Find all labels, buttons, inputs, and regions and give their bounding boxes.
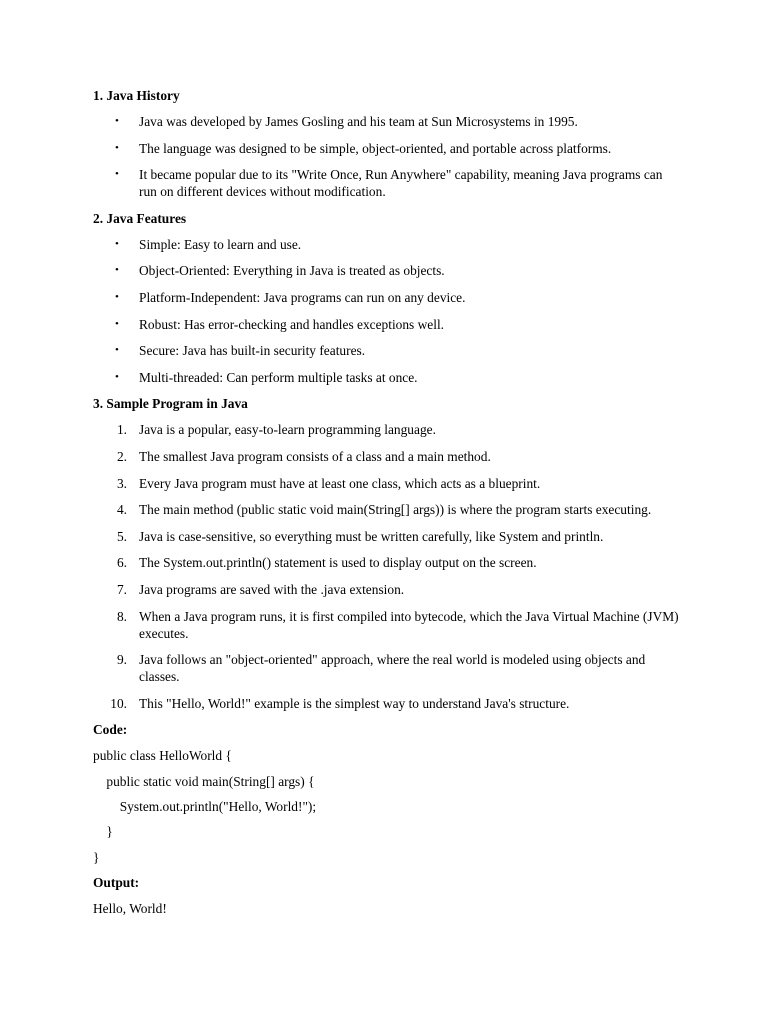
list-item-text: The main method (public static void main(String[] args)) is where the program starts executing. [139, 502, 652, 518]
list-item [93, 554, 683, 571]
list-number: 6. [116, 555, 127, 571]
list-item-text: Java follows an "object-oriented" approach, where the real world is modeled using objects and classes. [139, 652, 646, 685]
list-item [93, 236, 683, 253]
list-item [93, 651, 683, 685]
list-number: 10. [110, 695, 127, 711]
list-item-text: It became popular due to its "Write Once, Run Anywhere" capability, meaning Java programs can run on different devices without modification. [139, 167, 663, 200]
list-item [93, 369, 683, 386]
java-features-list [93, 236, 683, 386]
list-number: 8. [116, 608, 127, 624]
bullet-icon: • [115, 168, 119, 181]
list-item [93, 501, 683, 518]
document-page [93, 87, 683, 926]
section-heading-java-features: 2. Java Features [93, 210, 187, 226]
list-item [93, 448, 683, 465]
output-label: Output: [93, 875, 140, 891]
list-number: 7. [116, 581, 127, 597]
list-item-text: Object-Oriented: Everything in Java is treated as objects. [139, 263, 445, 279]
list-item-text: Platform-Independent: Java programs can run on any device. [139, 289, 466, 305]
bullet-icon: • [115, 290, 119, 303]
output-text: Hello, World! [93, 901, 167, 917]
code-block [93, 747, 683, 866]
list-item-text: Multi-threaded: Can perform multiple tasks at once. [139, 369, 418, 385]
list-number: 1. [116, 422, 127, 438]
list-item [93, 262, 683, 279]
list-item [93, 695, 683, 712]
code-line: System.out.println("Hello, World!"); [93, 799, 317, 815]
code-line: public class HelloWorld { [93, 748, 232, 764]
list-item-text: Every Java program must have at least one class, which acts as a blueprint. [139, 475, 541, 491]
sample-program-list [93, 421, 683, 711]
bullet-icon: • [115, 141, 119, 154]
code-line: public static void main(String[] args) { [93, 773, 315, 789]
list-item-text: Java was developed by James Gosling and his team at Sun Microsystems in 1995. [139, 114, 578, 129]
list-item [93, 475, 683, 492]
list-number: 3. [116, 475, 127, 491]
java-history-list [93, 113, 683, 200]
bullet-icon: • [115, 264, 119, 277]
section-heading-sample-program: 3. Sample Program in Java [93, 396, 248, 412]
bullet-icon: • [115, 115, 119, 127]
list-item-text: The language was designed to be simple, object-oriented, and portable across platforms. [139, 140, 612, 156]
list-item [93, 421, 683, 438]
list-item-text: The System.out.println() statement is used to display output on the screen. [139, 555, 537, 571]
list-item [93, 608, 683, 642]
list-item-text: This "Hello, World!" example is the simplest way to understand Java's structure. [139, 695, 570, 711]
section-heading-java-history: 1. Java History [93, 88, 180, 103]
list-item [93, 316, 683, 333]
list-item [93, 166, 683, 200]
code-label: Code: [93, 722, 128, 738]
list-item [93, 581, 683, 598]
list-item [93, 289, 683, 306]
bullet-icon: • [115, 237, 119, 250]
list-item [93, 342, 683, 359]
list-item-text: Java programs are saved with the .java extension. [139, 581, 405, 597]
list-item [93, 113, 683, 130]
list-number: 4. [116, 502, 127, 518]
list-item-text: Java is a popular, easy-to-learn programming language. [139, 422, 436, 438]
bullet-icon: • [115, 370, 119, 383]
list-item [93, 140, 683, 157]
list-item-text: Secure: Java has built-in security features. [139, 343, 366, 359]
list-item [93, 528, 683, 545]
code-line: } [93, 849, 100, 865]
list-item-text: When a Java program runs, it is first compiled into bytecode, which the Java Virtual Machine (JVM) executes. [139, 608, 679, 641]
list-item-text: The smallest Java program consists of a class and a main method. [139, 448, 491, 464]
list-number: 9. [116, 652, 127, 668]
list-item-text: Java is case-sensitive, so everything must be written carefully, like System and println. [139, 528, 604, 544]
code-line: } [93, 824, 113, 840]
bullet-icon: • [115, 317, 119, 330]
list-number: 2. [116, 448, 127, 464]
list-item-text: Robust: Has error-checking and handles exceptions well. [139, 316, 445, 332]
list-item-text: Simple: Easy to learn and use. [139, 236, 302, 252]
list-number: 5. [116, 528, 127, 544]
bullet-icon: • [115, 344, 119, 357]
